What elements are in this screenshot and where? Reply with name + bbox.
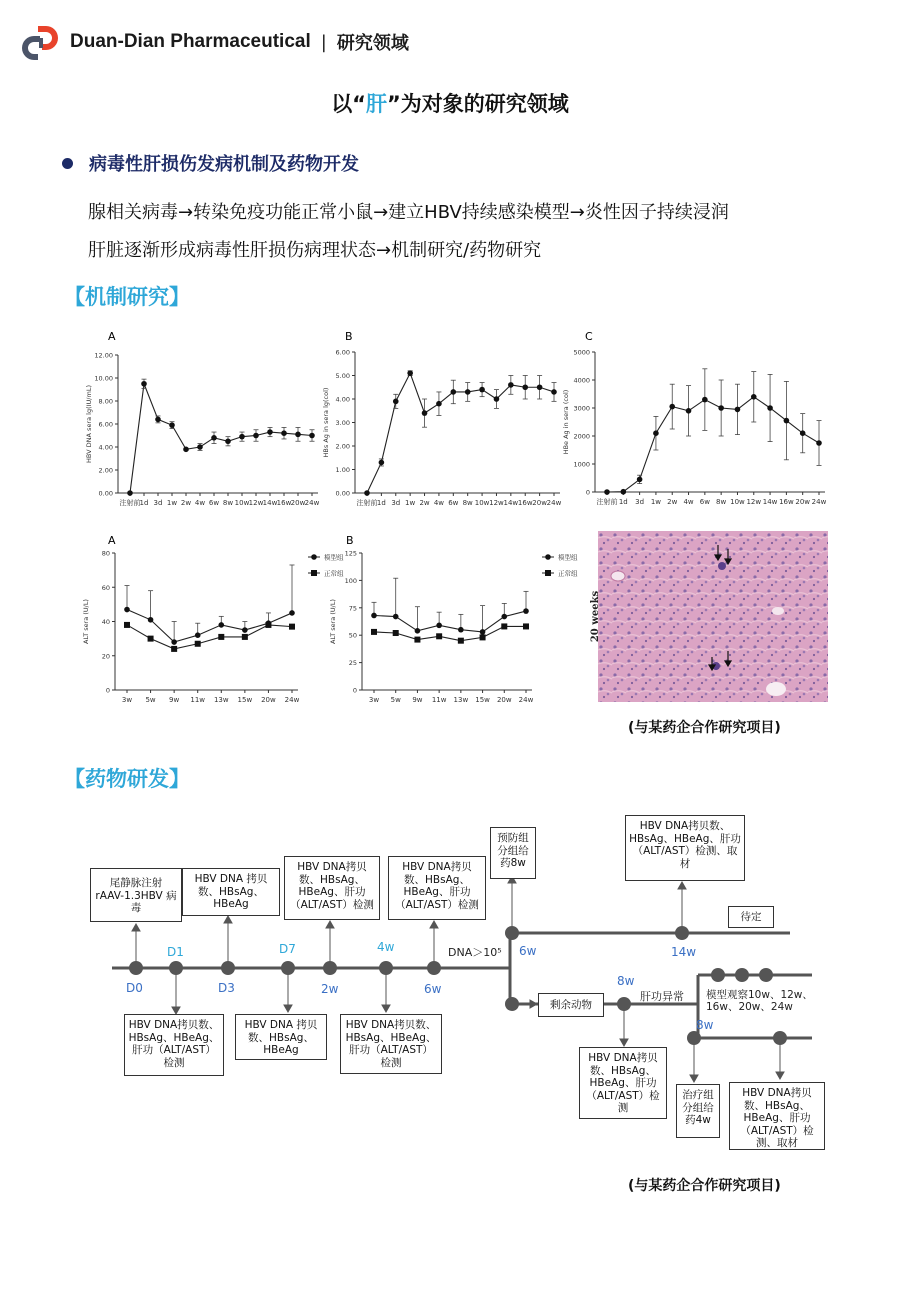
chart-4-xtick-label-7: 24w: [518, 696, 534, 704]
timeline-node-14w: [675, 926, 689, 940]
chart-0-xtick-label-3: 1w: [166, 499, 178, 507]
chart-0-ytick-label-1: 2.00: [98, 466, 113, 475]
box-d7-bottom: HBV DNA 拷贝数、HBsAg、HBeAg: [235, 1014, 327, 1060]
chart-1-ytick-label-0: 0.00: [335, 489, 350, 498]
chart-0-xtick-label-13: 24w: [304, 499, 320, 507]
chart-3-xtick-label-0: 3w: [121, 696, 133, 704]
label-8w-b: 8w: [696, 1018, 714, 1032]
chart-2-ytick-label-5: 5000: [573, 348, 590, 357]
header-separator: |: [320, 31, 327, 53]
chart-4-ytick-label-3: 75: [348, 604, 357, 613]
chart-2-panel-label: C: [585, 330, 593, 343]
chart-3-legend-label-0: 模型组: [324, 553, 344, 562]
chart-1-xtick-label-13: 24w: [546, 499, 562, 507]
chart-3-ytick-label-4: 80: [101, 549, 110, 558]
chart-4-ytick-label-4: 100: [344, 576, 357, 585]
chart-3-ytick-label-1: 20: [101, 652, 110, 661]
chart-0-xtick-label-0: 注射前: [119, 499, 141, 507]
chart-2-xtick-label-3: 1w: [650, 498, 662, 506]
chart-1-ytick-label-5: 5.00: [335, 372, 350, 380]
chart-2-xtick-label-8: 10w: [730, 498, 745, 506]
chart-1-ytick-label-1: 1.00: [335, 466, 350, 474]
title-post: ”为对象的研究领域: [387, 92, 569, 116]
chart-2-xtick-label-0: 注射前: [596, 498, 618, 506]
chart-4-xtick-label-4: 13w: [453, 696, 469, 704]
chart-1-ytick-label-3: 3.00: [335, 419, 350, 427]
label-14w: 14w: [671, 945, 697, 959]
chart-1-ytick-label-4: 4.00: [335, 395, 350, 404]
chart-1-xtick-label-2: 3d: [391, 499, 401, 507]
chart-1-xtick-label-6: 6w: [448, 499, 459, 507]
timeline-node-8w: [617, 997, 631, 1011]
timeline-node-6w: [427, 961, 441, 975]
chart-1-xtick-label-3: 1w: [405, 499, 416, 507]
chart-3-legend-label-1: 正常组: [324, 569, 344, 578]
chart-2-xtick-label-5: 4w: [683, 498, 694, 506]
chart-3-panel-label: A: [108, 534, 116, 547]
box-d7-top: HBV DNA拷贝数、HBsAg、HBeAg、肝功（ALT/AST）检测: [284, 856, 380, 920]
box-treatment-group: 治疗组 分组给药4w: [676, 1084, 720, 1138]
box-end-bottom: HBV DNA拷贝数、HBsAg、HBeAg、肝功（ALT/AST）检测、取材: [729, 1082, 825, 1150]
chart-4-ylabel: ALT sera (U/L): [329, 599, 337, 644]
timeline-node-d0: [129, 961, 143, 975]
label-d0: D0: [126, 981, 143, 995]
chart-4-xtick-label-5: 15w: [475, 696, 490, 704]
chart-2-ytick-label-0: 0: [585, 488, 590, 497]
box-14w-top: HBV DNA拷贝数、HBsAg、HBeAg、肝功（ALT/AST）检测、取材: [625, 815, 745, 881]
chart-2-ytick-label-2: 2000: [573, 432, 590, 441]
chart-3-xtick-label-4: 13w: [213, 696, 229, 704]
chart-4-panel-label: B: [346, 534, 354, 547]
chart-4-xtick-label-1: 5w: [390, 696, 401, 704]
paragraph-line-2: 肝脏逐渐形成病毒性肝损伤病理状态→机制研究/药物研究: [88, 240, 542, 261]
liver-abnormal-label: 肝功异常: [640, 990, 684, 1003]
chart-3-xtick-label-7: 24w: [284, 696, 300, 704]
paragraph-line-1: 腺相关病毒→转染免疫功能正常小鼠→建立HBV持续感染模型→炎性因子持续浸润: [88, 202, 729, 223]
chart-4-legend-label-1: 正常组: [558, 569, 578, 578]
chart-2-ytick-label-3: 3000: [573, 404, 590, 413]
chart-2-xtick-label-11: 16w: [779, 498, 794, 506]
chart-3-xtick-label-2: 9w: [169, 696, 180, 704]
title-pre: 以“: [331, 92, 366, 116]
chart-1-xtick-label-7: 8w: [462, 499, 473, 507]
chart-1-ylabel: HBs Ag in sera lg(col): [322, 387, 330, 458]
timeline-node-d1: [169, 961, 183, 975]
box-8w-bottom: HBV DNA拷贝数、HBsAg、HBeAg、肝功（ALT/AST）检测: [579, 1047, 667, 1119]
chart-1-xtick-label-1: 1d: [376, 499, 386, 507]
chart-0-xtick-label-5: 4w: [194, 499, 206, 507]
chart-0-xtick-label-2: 3d: [153, 499, 163, 507]
chart-2-xtick-label-2: 3d: [635, 498, 645, 506]
label-d3: D3: [218, 981, 235, 995]
title-highlight: 肝: [366, 92, 387, 116]
chart-4-ytick-label-5: 125: [344, 549, 357, 558]
chart-3-ylabel: ALT sera (U/L): [82, 599, 90, 644]
chart-1-xtick-label-10: 14w: [503, 499, 519, 507]
timeline-node-obs-2: [735, 968, 749, 982]
chart-1-panel-label: B: [345, 330, 353, 343]
chart-3-xtick-label-5: 15w: [237, 696, 253, 704]
chart-2-xtick-label-13: 24w: [811, 498, 827, 506]
chart-2-xtick-label-12: 20w: [795, 498, 811, 506]
box-pending: 待定: [728, 906, 774, 928]
chart-1-xtick-label-0: 注射前: [356, 499, 378, 507]
chart-3-ytick-label-0: 0: [105, 686, 110, 695]
chart-0-ylabel: HBV DNA sera lg(IU/mL): [85, 385, 93, 463]
chart-0-xtick-label-11: 16w: [276, 499, 292, 507]
box-prevention-group: 预防组 分组给药8w: [490, 827, 536, 879]
caption-mechanism: (与某药企合作研究项目): [628, 720, 781, 736]
chart-4-xtick-label-0: 3w: [368, 696, 380, 704]
chart-1-ytick-label-2: 2.00: [335, 442, 350, 451]
chart-0-xtick-label-7: 8w: [222, 499, 234, 507]
chart-4-ytick-label-0: 0: [352, 686, 357, 695]
timeline-node-obs-1: [711, 968, 725, 982]
chart-1-ytick-label-6: 6.00: [335, 348, 350, 357]
chart-4-xtick-label-2: 9w: [412, 696, 423, 704]
chart-0-xtick-label-8: 10w: [234, 499, 250, 507]
section-heading-drug: 【药物研发】: [64, 767, 190, 791]
chart-3-xtick-label-1: 5w: [145, 696, 156, 704]
chart-3-ytick-label-3: 60: [101, 583, 110, 592]
label-6w-branch: 6w: [519, 944, 537, 958]
dna-threshold-label: DNA＞10⁵: [448, 946, 502, 959]
chart-0-ytick-label-2: 4.00: [98, 443, 113, 452]
chart-2-xtick-label-1: 1d: [618, 498, 628, 506]
timeline-node-obs-3: [759, 968, 773, 982]
chart-4-ytick-label-1: 25: [348, 659, 357, 668]
chart-2-xtick-label-9: 12w: [746, 498, 762, 506]
label-4w: 4w: [377, 940, 395, 954]
caption-drug: (与某药企合作研究项目): [628, 1178, 781, 1194]
chart-1-xtick-label-9: 12w: [489, 499, 504, 507]
chart-0-xtick-label-12: 20w: [290, 499, 306, 507]
chart-4-ytick-label-2: 50: [348, 631, 357, 640]
chart-2-ylabel: HBe Ag in sera (col): [562, 389, 570, 455]
box-4w-bottom: HBV DNA拷贝数、HBsAg、HBeAg、肝功（ALT/AST）检测: [340, 1014, 442, 1074]
chart-0-ytick-label-0: 0.00: [98, 489, 113, 498]
chart-4-xtick-label-6: 20w: [496, 696, 512, 704]
chart-3-xtick-label-3: 11w: [190, 696, 206, 704]
chart-2-xtick-label-7: 8w: [716, 498, 727, 506]
bullet-text: 病毒性肝损伤发病机制及药物开发: [89, 154, 359, 175]
timeline-node-branch-bottom: [505, 997, 519, 1011]
chart-0-xtick-label-1: 1d: [139, 499, 149, 507]
chart-2-xtick-label-10: 14w: [762, 498, 778, 506]
chart-3-xtick-label-6: 20w: [261, 696, 276, 704]
box-remaining-animals: 剩余动物: [538, 993, 604, 1017]
timeline-node-d7: [281, 961, 295, 975]
chart-0-panel-label: A: [108, 330, 116, 343]
chart-2-ytick-label-1: 1000: [573, 460, 590, 469]
timeline-node-branch-top: [505, 926, 519, 940]
label-d1: D1: [167, 945, 184, 959]
chart-1-xtick-label-11: 16w: [517, 499, 533, 507]
section-name: 研究领域: [336, 33, 409, 54]
chart-0-xtick-label-9: 12w: [248, 499, 264, 507]
box-d1-bottom: HBV DNA拷贝数、HBsAg、HBeAg、肝功（ALT/AST）检测: [124, 1014, 224, 1076]
section-heading-mechanism: 【机制研究】: [64, 285, 190, 309]
model-observation-label: 模型观察10w、12w、16w、20w、24w: [706, 989, 813, 1013]
chart-1-xtick-label-12: 20w: [532, 499, 547, 507]
timeline-node-2w: [323, 961, 337, 975]
chart-2-xtick-label-4: 2w: [667, 498, 678, 506]
chart-2-xtick-label-6: 6w: [699, 498, 710, 506]
chart-1-xtick-label-4: 2w: [419, 499, 430, 507]
histology-label: 20 weeks: [590, 590, 602, 642]
chart-4-xtick-label-3: 11w: [431, 696, 447, 704]
chart-0-xtick-label-4: 2w: [180, 499, 192, 507]
chart-1-xtick-label-8: 10w: [474, 499, 490, 507]
timeline-node-treat-start: [687, 1031, 701, 1045]
timeline-node-d3: [221, 961, 235, 975]
label-8w-a: 8w: [617, 974, 635, 988]
chart-0-xtick-label-6: 6w: [208, 499, 220, 507]
chart-0-ytick-label-3: 6.00: [98, 420, 113, 429]
timeline-node-4w: [379, 961, 393, 975]
box-d3-top: HBV DNA 拷贝数、HBsAg、HBeAg: [182, 868, 280, 916]
chart-3-ytick-label-2: 40: [101, 618, 110, 626]
chart-0-ytick-label-4: 8.00: [98, 397, 113, 406]
box-injection: 尾静脉注射 rAAV-1.3HBV 病毒: [90, 868, 182, 922]
label-6w: 6w: [424, 982, 442, 996]
chart-0-xtick-label-10: 14w: [262, 499, 278, 507]
chart-2-ytick-label-4: 4000: [573, 376, 590, 385]
brand-name: Duan-Dian Pharmaceutical: [70, 31, 311, 52]
chart-0-ytick-label-6: 12.00: [94, 351, 113, 360]
label-d7: D7: [279, 942, 296, 956]
chart-1-xtick-label-5: 4w: [433, 499, 445, 507]
chart-4-legend-label-0: 模型组: [558, 553, 578, 562]
label-2w: 2w: [321, 982, 339, 996]
chart-0-ytick-label-5: 10.00: [94, 374, 113, 383]
box-6w-top: HBV DNA拷贝数、HBsAg、HBeAg、肝功（ALT/AST）检测: [388, 856, 486, 920]
timeline-node-treat-end: [773, 1031, 787, 1045]
